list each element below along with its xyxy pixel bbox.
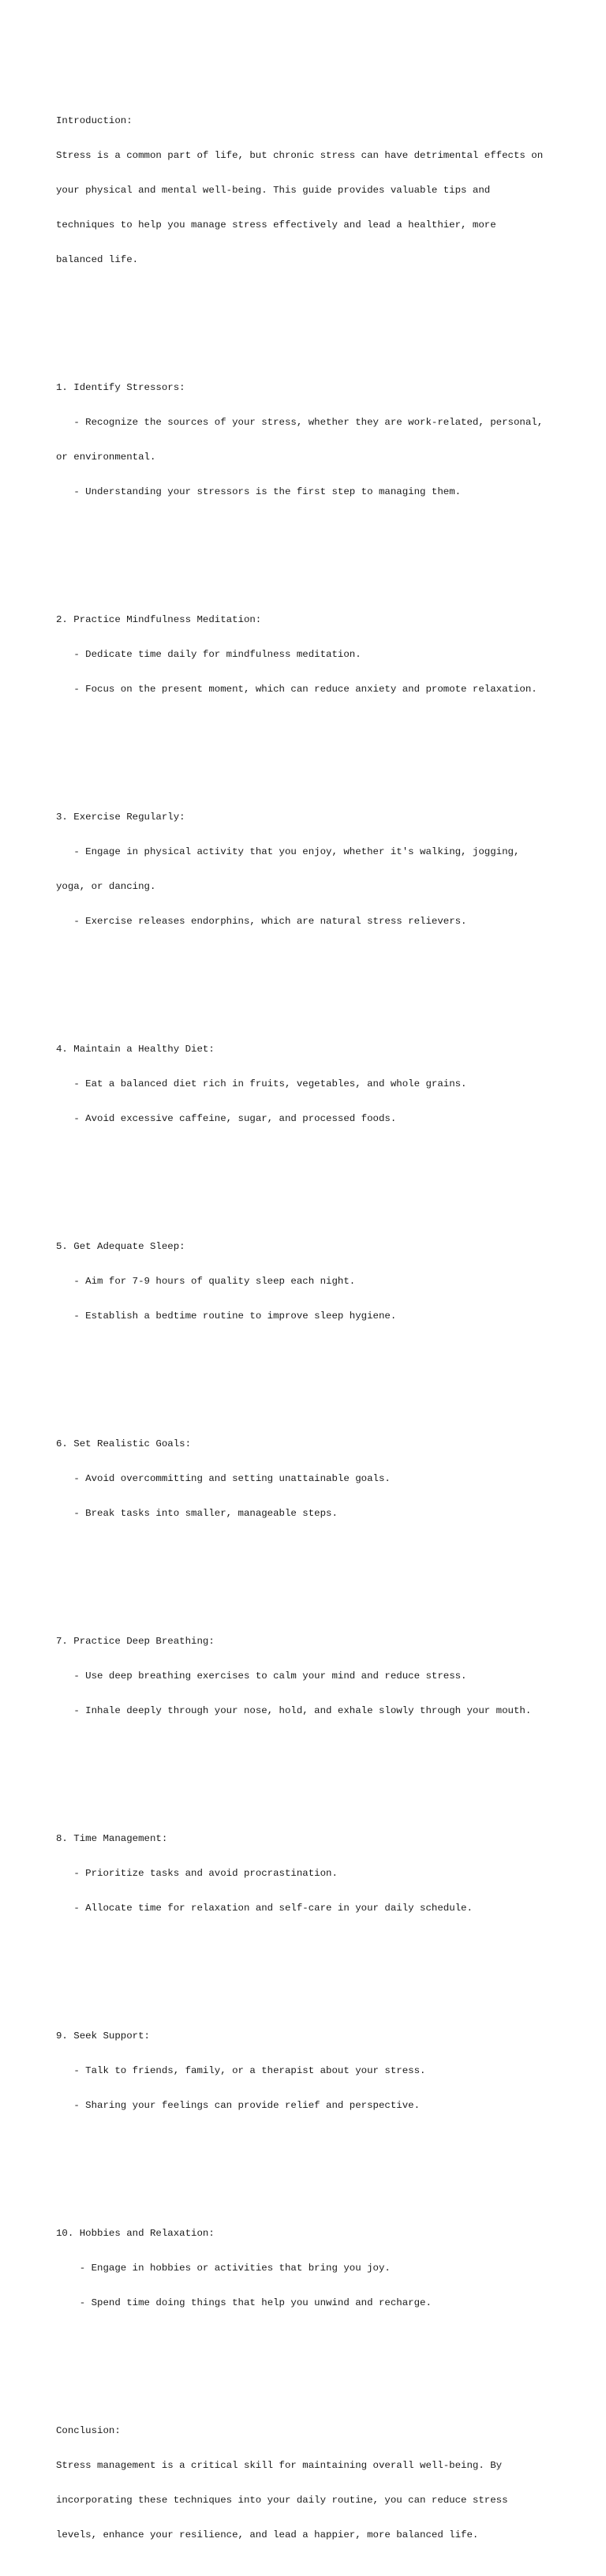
section-line: - Engage in physical activity that you enjoy, whether it's walking, jogging, — [56, 846, 520, 858]
section-heading: 10. Hobbies and Relaxation: — [56, 2227, 215, 2239]
conclusion-block — [56, 2402, 569, 2564]
section-line: - Engage in hobbies or activities that bring you joy. — [56, 2262, 391, 2274]
section-line: - Prioritize tasks and avoid procrastination. — [56, 1867, 338, 1879]
section-line: - Dedicate time daily for mindfulness meditation. — [56, 649, 361, 661]
intro-line: techniques to help you manage stress effectively and lead a healthier, more — [56, 219, 496, 231]
conclusion-line: levels, enhance your resilience, and lead a happier, more balanced life. — [56, 2529, 479, 2540]
section-heading: 7. Practice Deep Breathing: — [56, 1635, 215, 1647]
section-deep-breathing — [56, 1612, 569, 1740]
section-heading: 3. Exercise Regularly: — [56, 811, 185, 823]
section-heading: 9. Seek Support: — [56, 2030, 150, 2042]
paragraph-gap — [56, 2158, 569, 2169]
paragraph-gap — [56, 1960, 569, 1972]
paragraph-gap — [56, 1369, 569, 1381]
conclusion-heading: Conclusion: — [56, 2424, 121, 2436]
section-line: - Establish a bedtime routine to improve sleep hygiene. — [56, 1310, 397, 1322]
section-line: - Exercise releases endorphins, which are natural stress relievers. — [56, 916, 467, 928]
paragraph-gap — [56, 2355, 569, 2367]
section-line: - Aim for 7-9 hours of quality sleep each night. — [56, 1276, 356, 1288]
section-line: - Inhale deeply through your nose, hold, and exhale slowly through your mouth. — [56, 1705, 532, 1717]
intro-heading: Introduction: — [56, 114, 133, 126]
section-heading: 1. Identify Stressors: — [56, 381, 185, 393]
paragraph-gap — [56, 1566, 569, 1578]
intro-line: your physical and mental well-being. This guide provides valuable tips and — [56, 185, 491, 197]
paragraph-gap — [56, 1172, 569, 1183]
section-line: yoga, or dancing. — [56, 881, 156, 893]
section-line: - Avoid overcommitting and setting unattainable goals. — [56, 1472, 391, 1484]
section-line: - Eat a balanced diet rich in fruits, vegetables, and whole grains. — [56, 1078, 467, 1090]
section-line: - Understanding your stressors is the first step to managing them. — [56, 486, 462, 498]
section-line: - Focus on the present moment, which can reduce anxiety and promote relaxation. — [56, 684, 537, 696]
intro-line: Stress is a common part of life, but chronic stress can have detrimental effects on — [56, 149, 544, 161]
conclusion-line: Stress management is a critical skill for maintaining overall well-being. By — [56, 2459, 503, 2471]
document-page — [56, 69, 569, 2576]
section-line: - Break tasks into smaller, manageable steps. — [56, 1508, 338, 1520]
section-line: - Allocate time for relaxation and self-care in your daily schedule. — [56, 1902, 473, 1914]
paragraph-gap — [56, 974, 569, 986]
section-heading: 8. Time Management: — [56, 1832, 168, 1844]
section-exercise-regularly — [56, 789, 569, 951]
conclusion-line: incorporating these techniques into your daily routine, you can reduce stress — [56, 2494, 508, 2506]
section-healthy-diet — [56, 1021, 569, 1149]
section-line: - Talk to friends, family, or a therapist about your stress. — [56, 2064, 426, 2076]
section-line: - Sharing your feelings can provide relief and perspective. — [56, 2099, 421, 2111]
section-line: - Use deep breathing exercises to calm your mind and reduce stress. — [56, 1670, 467, 1682]
section-realistic-goals — [56, 1415, 569, 1543]
section-identify-stressors — [56, 359, 569, 522]
section-hobbies-relaxation — [56, 2204, 569, 2332]
section-heading: 2. Practice Mindfulness Meditation: — [56, 614, 262, 626]
intro-line: balanced life. — [56, 254, 139, 266]
section-line: or environmental. — [56, 452, 156, 463]
section-time-management — [56, 1809, 569, 1937]
section-adequate-sleep — [56, 1218, 569, 1346]
section-line: - Spend time doing things that help you unwind and recharge. — [56, 2297, 432, 2308]
section-mindfulness-meditation — [56, 591, 569, 719]
section-heading: 4. Maintain a Healthy Diet: — [56, 1044, 215, 1055]
section-heading: 6. Set Realistic Goals: — [56, 1438, 192, 1449]
paragraph-gap — [56, 313, 569, 324]
paragraph-gap — [56, 742, 569, 754]
section-heading: 5. Get Adequate Sleep: — [56, 1240, 185, 1252]
section-seek-support — [56, 2007, 569, 2135]
introduction-block — [56, 92, 569, 289]
section-line: - Avoid excessive caffeine, sugar, and processed foods. — [56, 1113, 397, 1125]
section-line: - Recognize the sources of your stress, whether they are work-related, personal, — [56, 417, 544, 429]
paragraph-gap — [56, 545, 569, 557]
paragraph-gap — [56, 1764, 569, 1775]
